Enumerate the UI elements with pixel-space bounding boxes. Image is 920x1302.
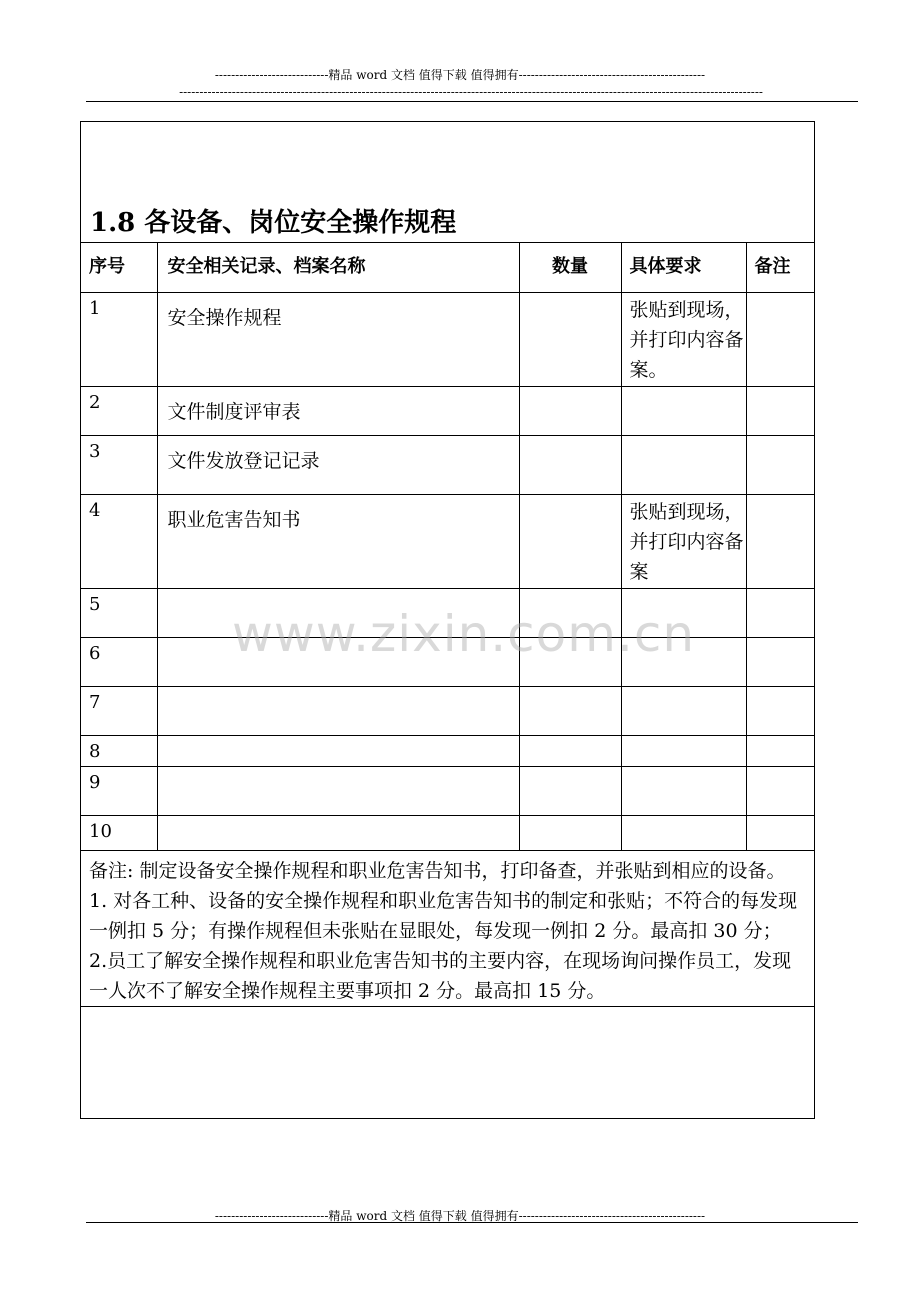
- cell-qty: [519, 386, 621, 435]
- cell-requirement: [621, 386, 746, 435]
- cell-qty: [519, 588, 621, 637]
- cell-remark: [746, 386, 814, 435]
- notes-paragraph: 2.员工了解安全操作规程和职业危害告知书的主要内容，在现场询问操作员工，发现一人次不了解安全操作规程主要事项扣 2 分。最高扣 15 分。: [89, 949, 792, 1002]
- page-header-dashes: ------------------------------------------------------------------------------------------------------------------------------------------------: [179, 85, 763, 99]
- cell-name: [157, 686, 519, 735]
- footer-rule: [86, 1222, 858, 1223]
- table-header-row: [81, 243, 814, 292]
- cell-remark: [746, 735, 814, 766]
- table-row: [81, 588, 814, 637]
- cell-name: 文件发放登记记录: [157, 435, 519, 494]
- cell-qty: [519, 735, 621, 766]
- cell-no: 4: [81, 494, 157, 588]
- notes-paragraph: 备注: 制定设备安全操作规程和职业危害告知书，打印备查，并张贴到相应的设备。: [89, 859, 786, 882]
- cell-no: 6: [81, 637, 157, 686]
- cell-qty: [519, 815, 621, 850]
- cell-name: [157, 637, 519, 686]
- cell-requirement: [621, 735, 746, 766]
- cell-no: 8: [81, 735, 157, 766]
- cell-name: 职业危害告知书: [157, 494, 519, 588]
- cell-qty: [519, 766, 621, 815]
- cell-remark: [746, 686, 814, 735]
- cell-qty: [519, 292, 621, 386]
- col-header-requirement: 具体要求: [621, 243, 746, 292]
- cell-name: [157, 588, 519, 637]
- table-row: [81, 494, 814, 588]
- cell-requirement: 张贴到现场，并打印内容备案: [621, 494, 746, 588]
- notes-paragraph: 1. 对各工种、设备的安全操作规程和职业危害告知书的制定和张贴；不符合的每发现一例扣 5 分；有操作规程但未张贴在显眼处，每发现一例扣 2 分。最高扣 30 分；: [89, 889, 798, 942]
- col-header-no: 序号: [81, 243, 157, 292]
- cell-name: [157, 735, 519, 766]
- cell-no: 9: [81, 766, 157, 815]
- cell-remark: [746, 766, 814, 815]
- table-row: [81, 637, 814, 686]
- cell-remark: [746, 637, 814, 686]
- page-header-banner: ----------------------------精品 word 文档 值得下载 值得拥有----------------------------------------------: [214, 68, 706, 82]
- cell-requirement: [621, 435, 746, 494]
- cell-remark: [746, 588, 814, 637]
- records-table: [81, 243, 814, 1007]
- table-row: [81, 686, 814, 735]
- col-header-remark: 备注: [746, 243, 814, 292]
- cell-requirement: [621, 815, 746, 850]
- cell-no: 10: [81, 815, 157, 850]
- cell-requirement: [621, 637, 746, 686]
- table-row: [81, 435, 814, 494]
- col-header-name: 安全相关记录、档案名称: [157, 243, 519, 292]
- document-frame: [80, 121, 815, 1119]
- table-row: [81, 766, 814, 815]
- table-row: [81, 815, 814, 850]
- cell-requirement: [621, 588, 746, 637]
- notes-cell: [81, 850, 814, 1006]
- cell-no: 7: [81, 686, 157, 735]
- title-area: [81, 122, 814, 243]
- table-row: [81, 386, 814, 435]
- col-header-qty: 数量: [519, 243, 621, 292]
- table-row: [81, 292, 814, 386]
- notes-row: [81, 850, 814, 1006]
- cell-remark: [746, 435, 814, 494]
- cell-requirement: 张贴到现场，并打印内容备案。: [621, 292, 746, 386]
- watermark-text: www.zixin.com.cn: [232, 605, 696, 663]
- cell-remark: [746, 292, 814, 386]
- document-title: 1.8 各设备、岗位安全操作规程: [90, 208, 457, 238]
- cell-no: 3: [81, 435, 157, 494]
- cell-qty: [519, 686, 621, 735]
- cell-no: 5: [81, 588, 157, 637]
- cell-name: [157, 766, 519, 815]
- cell-name: 安全操作规程: [157, 292, 519, 386]
- cell-requirement: [621, 686, 746, 735]
- page-footer-banner: ----------------------------精品 word 文档 值得下载 值得拥有----------------------------------------------: [214, 1209, 706, 1223]
- cell-name: [157, 815, 519, 850]
- cell-remark: [746, 494, 814, 588]
- cell-qty: [519, 435, 621, 494]
- cell-remark: [746, 815, 814, 850]
- cell-no: 2: [81, 386, 157, 435]
- cell-qty: [519, 637, 621, 686]
- table-row: [81, 735, 814, 766]
- cell-requirement: [621, 766, 746, 815]
- header-rule: [86, 101, 858, 102]
- cell-no: 1: [81, 292, 157, 386]
- cell-name: 文件制度评审表: [157, 386, 519, 435]
- cell-qty: [519, 494, 621, 588]
